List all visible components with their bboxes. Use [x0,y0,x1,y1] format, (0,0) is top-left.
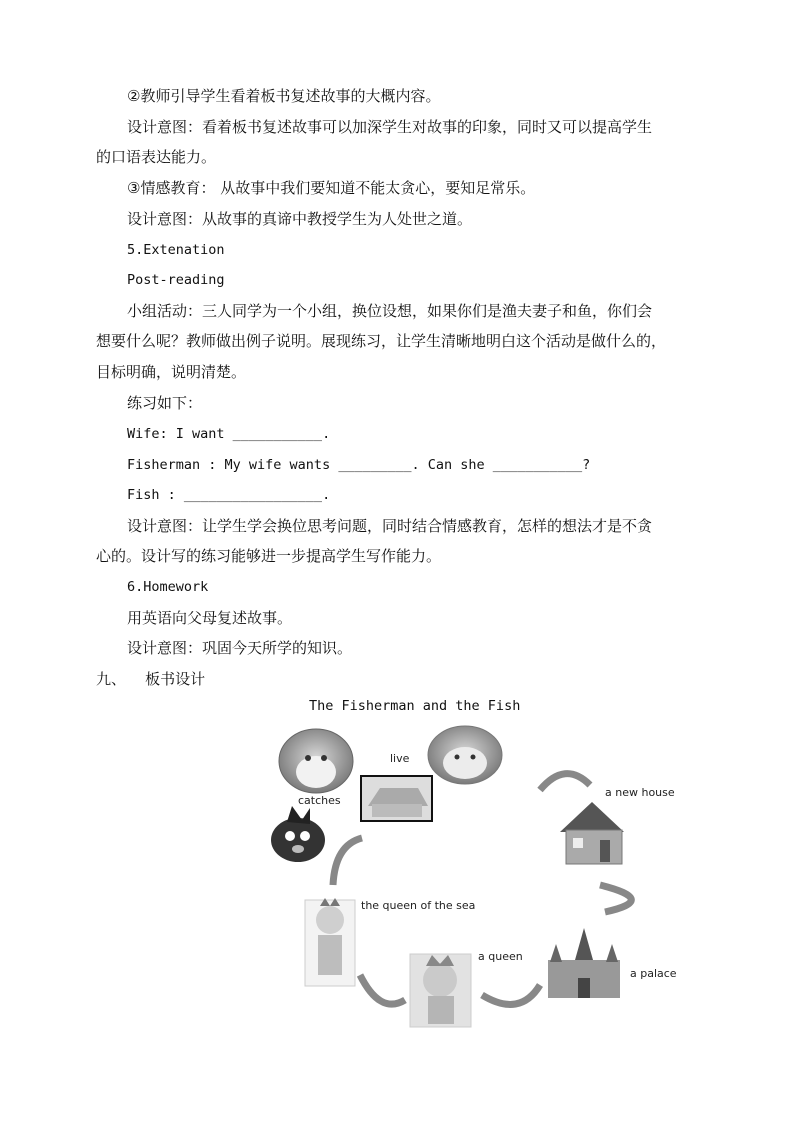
heading-extension: 5.Extenation [127,242,225,258]
new-house-picture [560,802,624,864]
exercise-fisherman: Fisherman : My wife wants _________. Can she ___________? [127,457,591,473]
paragraph-design-intent-4: 设计意图：巩固今天所学的知识。 [127,639,353,657]
label-catches: catches [298,794,341,807]
paragraph-design-intent-3-cont: 心的。设计写的练习能够进一步提高学生写作能力。 [96,547,442,565]
queen-picture [410,954,471,1027]
exercise-wife: Wife: I want ___________. [127,426,331,442]
paragraph-design-intent-1-cont: 的口语表达能力。 [96,148,217,166]
exercise-fish: Fish : _________________. [127,487,331,503]
label-queen-of-the-sea: the queen of the sea [361,899,476,912]
arrow-hut-to-new-house [540,774,590,790]
heading-homework: 6.Homework [127,579,209,595]
arrow-queen-to-queen-of-sea [360,975,405,1004]
queen-of-the-sea-picture [305,898,355,986]
paragraph-exercise-intro: 练习如下： [127,394,203,412]
heading-post-reading: Post-reading [127,272,225,288]
paragraph-retell: ②教师引导学生看着板书复述故事的大概内容。 [127,87,441,105]
fisherman-picture [279,729,353,793]
paragraph-design-intent-2: 设计意图：从故事的真谛中教授学生为人处世之道。 [127,210,473,228]
label-live: live [390,752,410,765]
arrow-new-house-to-palace [600,885,631,912]
paragraph-group-activity-cont1: 想要什么呢？教师做出例子说明。展现练习，让学生清晰地明白这个活动是做什么的， [96,332,667,350]
label-new-house: a new house [605,786,675,799]
wife-picture [428,726,502,784]
arrow-queen-of-sea-to-fish [333,838,362,885]
paragraph-group-activity: 小组活动：三人同学为一个小组，换位设想，如果你们是渔夫妻子和鱼，你们会 [127,302,653,320]
diagram-title: The Fisherman and the Fish [309,698,521,714]
paragraph-design-intent-1: 设计意图：看着板书复述故事可以加深学生对故事的印象，同时又可以提高学生 [127,118,653,136]
label-queen: a queen [478,950,523,963]
label-palace: a palace [630,967,677,980]
hut-picture [361,776,432,821]
paragraph-design-intent-3: 设计意图：让学生学会换位思考问题，同时结合情感教育，怎样的想法才是不贪 [127,517,653,535]
paragraph-homework: 用英语向父母复述故事。 [127,609,293,627]
fish-picture [271,806,325,862]
arrow-palace-to-queen [482,985,540,1004]
palace-picture [548,928,620,998]
paragraph-group-activity-cont2: 目标明确，说明清楚。 [96,363,247,381]
paragraph-emotion-education: ③情感教育： 从故事中我们要知道不能太贪心，要知足常乐。 [127,179,536,197]
section-heading-blackboard-design: 九、 板书设计 [96,670,206,688]
